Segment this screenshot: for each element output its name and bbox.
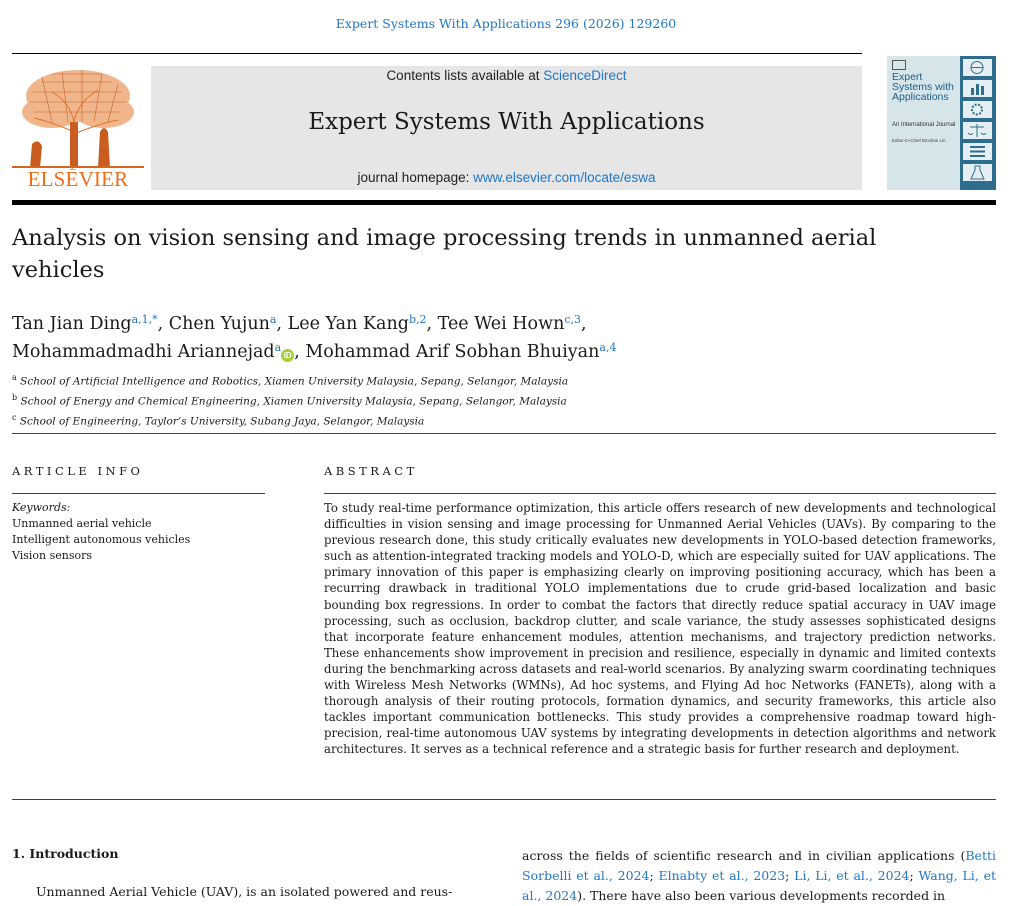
author-affiliation-mark[interactable]: a bbox=[269, 313, 277, 326]
abstract-rule bbox=[324, 493, 996, 494]
contents-line bbox=[151, 68, 862, 83]
abstract-text: To study real-time performance optimization, this article offers research of new developments and technological difficulties in vision sensing and image processing for Unmanned Aerial Vehicles (UAVs). By comparing to the previous research done, this study critically evaluates new developments in YOLO-based detection frameworks, such as attention-integrated tracking models and YOLO-D, which are especially suited for UAV applications. The primary innovation of this paper is emphasizing clearly on improving positioning accuracy, which has been a recurring drawback in traditional YOLO implementations due to crude grid-based localization and basic bounding box regressions. In order to combat the factors that directly reduce spatial accuracy in UAV image processing, such as occlusion, backdrop clutter, and scale variance, the study assesses sophisticated designs that incorporate feature enhancement modules, attention mechanisms, and trajectory prediction networks. These enhancements show improvement in precision and resilience, especially in dynamic and limited contexts during the benchmarking across datasets and real-world scenarios. By analyzing swarm coordinating techniques with Wireless Mesh Networks (WMNs), Ad hoc systems, and Flying Ad hoc Networks (FANETs), along with a thorough analysis of their routing protocols, formation dynamics, and security frameworks, this article also tackles important communication bottlenecks. This study provides a comprehensive roadmap toward high-precision, real-time autonomous UAV systems by integrating developments in detection algorithms and network architectures. It serves as a technical reference and a strategic basis for further research and deployment. bbox=[324, 501, 996, 757]
homepage-link[interactable]: www.elsevier.com/locate/eswa bbox=[473, 170, 656, 185]
author-name[interactable]: Tan Jian Ding bbox=[12, 314, 132, 334]
homepage-prefix: journal homepage: bbox=[357, 170, 474, 185]
author-name[interactable]: Mohammad Arif Sobhan Bhuiyan bbox=[305, 342, 600, 362]
keywords-block bbox=[12, 500, 272, 564]
keyword-item: Intelligent autonomous vehicles bbox=[12, 533, 191, 546]
reference-link[interactable]: Li, Li, et al., 2024 bbox=[794, 868, 910, 883]
author-affiliation-mark[interactable]: c,3 bbox=[564, 313, 581, 326]
affiliation-list bbox=[12, 370, 992, 430]
elsevier-logo[interactable] bbox=[12, 62, 144, 192]
section-divider bbox=[12, 799, 996, 800]
elsevier-tree-icon bbox=[12, 62, 144, 170]
elsevier-wordmark: ELSEVIER bbox=[27, 167, 129, 191]
chart-icon bbox=[963, 80, 992, 97]
section-divider bbox=[12, 433, 996, 434]
author-affiliation-mark[interactable]: b,2 bbox=[408, 313, 427, 326]
body-paragraph: Unmanned Aerial Vehicle (UAV), is an isolated powered and reus- bbox=[36, 884, 453, 899]
affiliation-text: School of Energy and Chemical Engineering, Xiamen University Malaysia, Sepang, Selangor, Malaysia bbox=[20, 395, 567, 408]
cover-panel bbox=[887, 56, 960, 190]
article-info-heading: ARTICLE INFO bbox=[12, 464, 144, 478]
affiliation-item bbox=[12, 410, 992, 430]
flask-icon bbox=[963, 164, 992, 181]
homepage-line bbox=[151, 170, 862, 185]
article-title: Analysis on vision sensing and image processing trends in unmanned aerial vehicles bbox=[12, 225, 877, 283]
affiliation-key: b bbox=[12, 393, 18, 402]
cover-logo-icon bbox=[892, 60, 906, 70]
gear-icon bbox=[963, 101, 992, 118]
reference-link[interactable]: Betti Sorbelli et al., 2024 bbox=[522, 848, 996, 883]
body-paragraph: across the fields of scientific research and in civilian applications (Betti Sorbelli et al., 2024; Elnabty et al., 2023; Li, Li, et al., 2024; Wang, Li, et al., 2024). There have also been various developments recorded in bbox=[522, 848, 996, 903]
keyword-item: Vision sensors bbox=[12, 549, 93, 562]
cover-title: Expert Systems with Applications bbox=[892, 71, 954, 103]
keyword-item: Unmanned aerial vehicle bbox=[12, 517, 152, 530]
article-info-rule bbox=[12, 493, 265, 494]
author-affiliation-mark[interactable]: a bbox=[274, 341, 282, 354]
reference-link[interactable]: Wang, Li, et al., 2024 bbox=[522, 868, 996, 903]
author-name[interactable]: Mohammadmadhi Ariannejad bbox=[12, 342, 275, 362]
orcid-icon[interactable]: iD bbox=[281, 349, 294, 362]
keywords-label: Keywords: bbox=[12, 501, 71, 514]
contents-prefix: Contents lists available at bbox=[386, 68, 544, 83]
affiliation-item bbox=[12, 390, 992, 410]
bars-icon bbox=[963, 143, 992, 160]
journal-cover-image[interactable] bbox=[887, 56, 996, 190]
section-heading: 1. Introduction bbox=[12, 846, 119, 861]
abstract-heading: ABSTRACT bbox=[324, 464, 418, 478]
author-affiliation-mark[interactable]: a,1,* bbox=[131, 313, 158, 326]
body-text: across the fields of scientific research and in civilian applications ( bbox=[522, 848, 966, 863]
affiliation-key: c bbox=[12, 413, 17, 422]
sciencedirect-link[interactable]: ScienceDirect bbox=[543, 68, 627, 83]
journal-banner bbox=[151, 66, 862, 190]
cover-subtitle: An International Journal bbox=[892, 122, 956, 128]
reference-link[interactable]: Elnabty et al., 2023 bbox=[658, 868, 786, 883]
author-name[interactable]: Lee Yan Kang bbox=[287, 314, 409, 334]
header-thick-rule bbox=[12, 200, 996, 205]
body-text: ). There have also been various developments recorded in bbox=[577, 888, 946, 903]
header-rule bbox=[12, 53, 862, 54]
author-list: Tan Jian Ding$^{a,1,*}$, Chen Yujun$^a$, Lee Yan Kang$^{b,2}$, Tee Wei Hown$^{c,3}$, Mohammadmadhi Ariannejad$^a$iD , Mohammad Arif Sobhan Bhuiyan$^{a,4}$ bbox=[12, 313, 617, 362]
scales-icon bbox=[963, 122, 992, 139]
journal-title[interactable]: Expert Systems With Applications bbox=[308, 109, 705, 135]
cover-editor: Editor-in-Chief Binshan Lin bbox=[892, 138, 946, 143]
globe-icon bbox=[963, 59, 992, 76]
affiliation-key: a bbox=[12, 373, 17, 382]
author-name[interactable]: Chen Yujun bbox=[168, 314, 270, 334]
journal-citation[interactable]: Expert Systems With Applications 296 (2026) 129260 bbox=[335, 16, 677, 31]
author-name[interactable]: Tee Wei Hown bbox=[437, 314, 565, 334]
affiliation-text: School of Artificial Intelligence and Robotics, Xiamen University Malaysia, Sepang, Selangor, Malaysia bbox=[20, 375, 569, 388]
affiliation-item bbox=[12, 370, 992, 390]
author-affiliation-mark[interactable]: a,4 bbox=[599, 341, 617, 354]
affiliation-text: School of Engineering, Taylor’s University, Subang Jaya, Selangor, Malaysia bbox=[19, 415, 425, 428]
